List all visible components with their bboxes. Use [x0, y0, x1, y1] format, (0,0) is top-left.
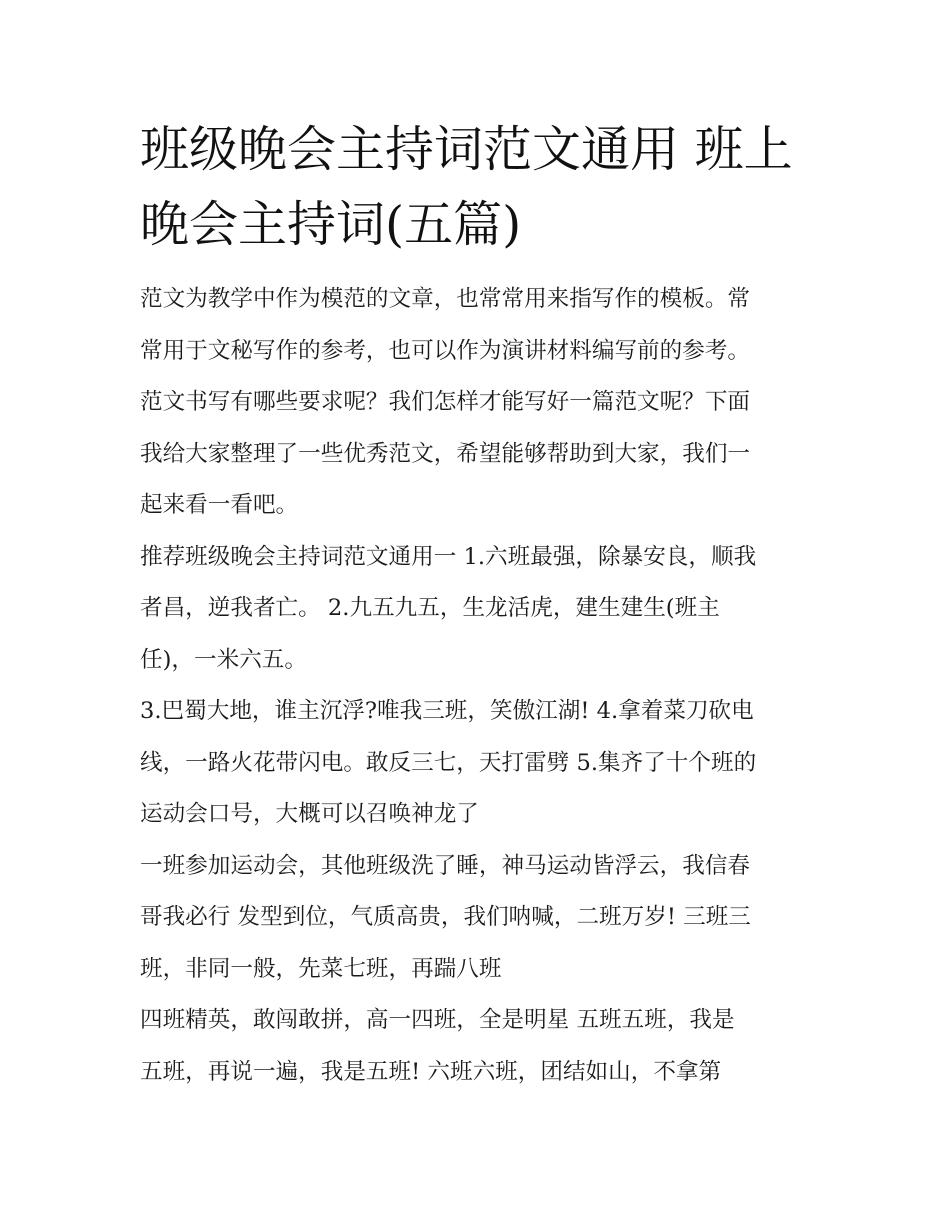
text-line: 推荐班级晚会主持词范文通用一 1.六班最强，除暴安良，顺我 — [140, 543, 757, 570]
text-line: 任)，一米六五。 — [140, 646, 307, 673]
paragraph-intro — [140, 274, 812, 532]
text-line: 我给大家整理了一些优秀范文，希望能够帮助到大家，我们一 — [140, 440, 751, 467]
title-line: 班级晚会主持词范文通用 班上 — [140, 121, 793, 178]
title-line: 晚会主持词(五篇) — [140, 196, 522, 253]
document-title — [140, 112, 812, 262]
paragraph-recommend — [140, 532, 812, 687]
text-line: 者昌，逆我者亡。 2.九五九五，生龙活虎，建生建生(班主 — [140, 595, 720, 621]
text-line: 范文书写有哪些要求呢？我们怎样才能写好一篇范文呢？下面 — [140, 389, 751, 415]
text-line: 一班参加运动会，其他班级洗了睡，神马运动皆浮云，我信春 — [140, 852, 751, 879]
document-page — [140, 112, 812, 1098]
text-line: 哥我必行 发型到位，气质高贵，我们呐喊，二班万岁! 三班三 — [140, 904, 751, 930]
text-line: 范文为教学中作为模范的文章，也常常用来指写作的模板。常 — [140, 286, 751, 312]
paragraph-slogans-1 — [140, 686, 812, 841]
text-line: 3.巴蜀大地，谁主沉浮?唯我三班，笑傲江湖! 4.拿着菜刀砍电 — [140, 698, 754, 724]
text-line: 五班，再说一遍，我是五班! 六班六班，团结如山，不拿第 — [140, 1058, 722, 1085]
text-line: 班，非同一般，先菜七班，再踹八班 — [140, 955, 502, 982]
text-line: 线，一路火花带闪电。敢反三七，天打雷劈 5.集齐了十个班的 — [140, 749, 757, 776]
text-line: 常用于文秘写作的参考，也可以作为演讲材料编写前的参考。 — [140, 337, 751, 364]
text-line: 四班精英，敢闯敢拼，高一四班，全是明星 五班五班，我是 — [140, 1007, 735, 1033]
text-line: 运动会口号，大概可以召唤神龙了 — [140, 801, 479, 827]
text-line: 起来看一看吧。 — [140, 492, 299, 518]
paragraph-slogans-2 — [140, 841, 812, 996]
paragraph-slogans-3 — [140, 995, 812, 1098]
